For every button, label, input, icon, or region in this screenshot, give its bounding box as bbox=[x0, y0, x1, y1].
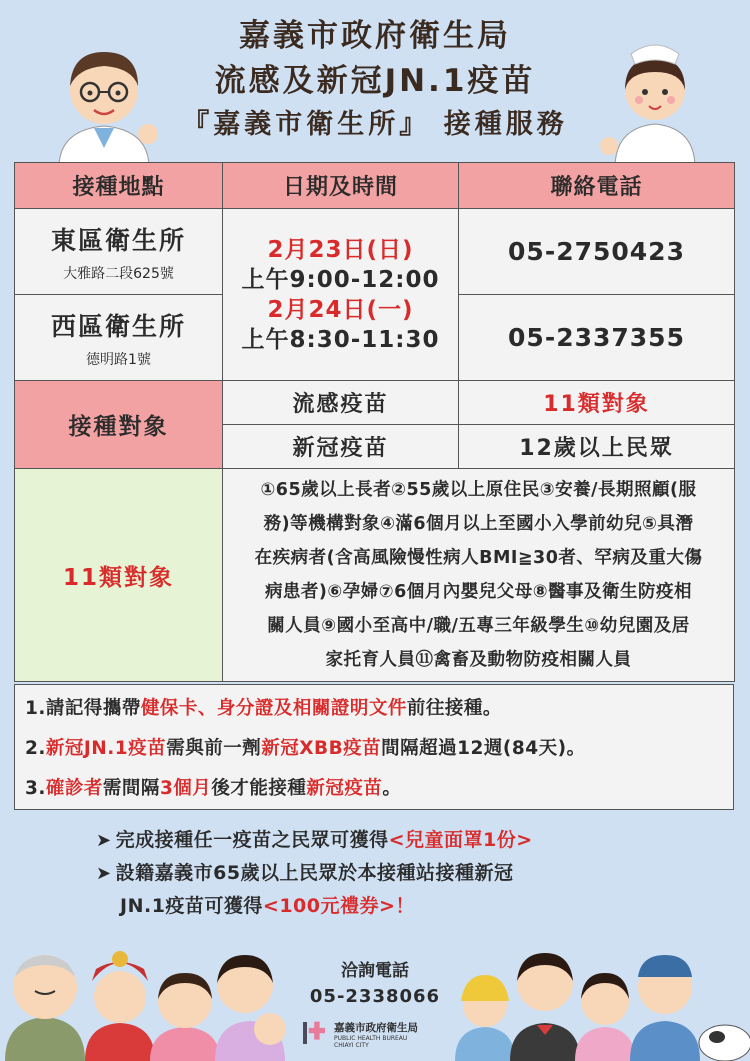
arrow-icon: ➤ bbox=[96, 863, 112, 884]
title-line-1: 嘉義市政府衛生局 bbox=[239, 18, 511, 54]
categories-line: ①65歲以上長者②55歲以上原住民③安養/長期照顧(服 bbox=[260, 480, 697, 500]
bureau-name-en-line: PUBLIC HEALTH BUREAU bbox=[334, 1035, 408, 1042]
contact-info bbox=[300, 958, 450, 1010]
bureau-name-en bbox=[334, 1035, 407, 1049]
vaccine-covid: 新冠疫苗 bbox=[223, 425, 459, 469]
date-time-cell bbox=[223, 209, 459, 381]
bullet-highlight: <兒童面罩1份> bbox=[388, 829, 533, 851]
nurse-illustration bbox=[595, 28, 710, 168]
note-text: 前往接種。 bbox=[406, 698, 502, 719]
note-highlight: 3個月 bbox=[159, 778, 212, 799]
reward-bullets bbox=[96, 824, 716, 923]
location-east bbox=[15, 209, 223, 295]
table-row bbox=[15, 469, 735, 682]
categories-line: 家托育人員⑪禽畜及動物防疫相關人員 bbox=[325, 650, 632, 670]
vaccine-flu: 流感疫苗 bbox=[223, 381, 459, 425]
location-name: 西區衛生所 bbox=[50, 311, 186, 341]
note-text: 需與前一劑 bbox=[166, 738, 262, 759]
bullet-2-continued bbox=[96, 890, 716, 923]
health-bureau-logo bbox=[300, 1016, 470, 1050]
note-text: 間隔超過12週(84天)。 bbox=[381, 738, 586, 759]
categories-line: 在疾病者(含高風險慢性病人BMI≧30者、罕病及重大傷 bbox=[254, 548, 703, 568]
table-row bbox=[15, 381, 735, 425]
phone-west: 05-2337355 bbox=[459, 295, 735, 381]
note-text: 後才能接種 bbox=[211, 778, 307, 799]
vaccine-flu-target: 11類對象 bbox=[459, 381, 735, 425]
location-address: 大雅路二段625號 bbox=[63, 265, 174, 282]
note-text: 2. bbox=[25, 738, 46, 759]
bureau-logo-icon bbox=[300, 1018, 330, 1048]
header-datetime: 日期及時間 bbox=[223, 163, 459, 209]
note-highlight: 新冠XBB疫苗 bbox=[261, 738, 382, 759]
bullet-text: JN.1疫苗可獲得 bbox=[120, 895, 263, 917]
categories-line: 關人員⑨國小至高中/職/五專三年級學生⑩幼兒園及居 bbox=[267, 616, 690, 636]
arrow-icon: ➤ bbox=[96, 830, 112, 851]
date-2: 2月24日(一) bbox=[267, 296, 414, 323]
target-label: 接種對象 bbox=[15, 381, 223, 469]
notes-box bbox=[14, 684, 734, 810]
categories-line: 務)等機構對象④滿6個月以上至國小入學前幼兒⑤具潛 bbox=[263, 514, 694, 534]
table-row bbox=[15, 209, 735, 295]
contact-label: 洽詢電話 bbox=[341, 961, 409, 981]
location-west bbox=[15, 295, 223, 381]
people-illustration-left bbox=[0, 925, 300, 1061]
bureau-name: 嘉義市政府衛生局 bbox=[334, 1022, 418, 1034]
phone-east: 05-2750423 bbox=[459, 209, 735, 295]
title-line-2: 流感及新冠JN.1疫苗 bbox=[214, 63, 536, 99]
bullet-2 bbox=[96, 857, 716, 890]
time-2: 上午8:30-11:30 bbox=[241, 326, 440, 353]
note-highlight: 確診者 bbox=[45, 778, 103, 799]
vaccine-covid-target: 12歲以上民眾 bbox=[459, 425, 735, 469]
note-1 bbox=[25, 689, 723, 729]
people-illustration-right bbox=[445, 925, 750, 1061]
title-line-3: 『嘉義市衛生所』 接種服務 bbox=[182, 109, 568, 140]
bullet-1 bbox=[96, 824, 716, 857]
header-phone: 聯絡電話 bbox=[459, 163, 735, 209]
table-header-row bbox=[15, 163, 735, 209]
note-2 bbox=[25, 729, 723, 769]
bullet-text: 設籍嘉義市65歲以上民眾於本接種站接種新冠 bbox=[115, 862, 514, 884]
header-location: 接種地點 bbox=[15, 163, 223, 209]
categories-text bbox=[223, 469, 735, 682]
time-1: 上午9:00-12:00 bbox=[241, 266, 440, 293]
bullet-highlight: <100元禮券>！ bbox=[262, 895, 415, 917]
categories-line: 病患者)⑥孕婦⑦6個月內嬰兒父母⑧醫事及衛生防疫相 bbox=[264, 582, 693, 602]
note-text: 需間隔 bbox=[102, 778, 160, 799]
categories-label: 11類對象 bbox=[15, 469, 223, 682]
date-1: 2月23日(日) bbox=[267, 236, 414, 263]
note-text: 1.請記得攜帶 bbox=[25, 698, 141, 719]
note-3 bbox=[25, 769, 723, 809]
note-text: 。 bbox=[382, 778, 402, 799]
note-highlight: 新冠JN.1疫苗 bbox=[45, 738, 167, 759]
contact-phone: 05-2338066 bbox=[309, 986, 441, 1007]
location-address: 德明路1號 bbox=[86, 351, 151, 368]
note-text: 3. bbox=[25, 778, 46, 799]
location-name: 東區衛生所 bbox=[50, 225, 186, 255]
bullet-text: 完成接種任一疫苗之民眾可獲得 bbox=[115, 829, 389, 851]
vaccination-table bbox=[14, 162, 735, 682]
note-highlight: 新冠疫苗 bbox=[306, 778, 383, 799]
bureau-name-en-line: CHIAYI CITY bbox=[334, 1042, 369, 1049]
doctor-illustration bbox=[44, 38, 164, 168]
note-highlight: 健保卡、身分證及相關證明文件 bbox=[140, 698, 407, 719]
